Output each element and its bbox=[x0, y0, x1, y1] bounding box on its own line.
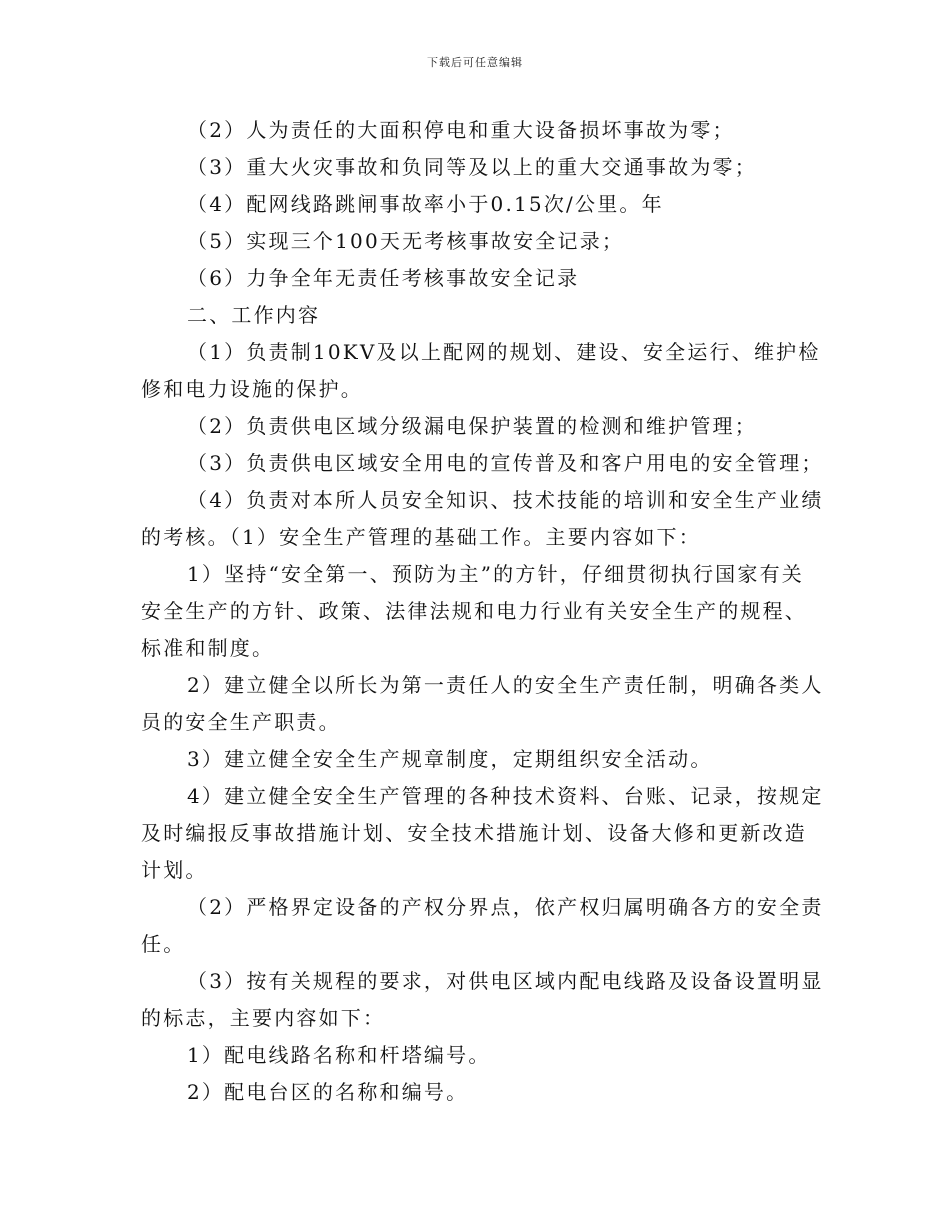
paragraph-line: （3）负责供电区域安全用电的宣传普及和客户用电的安全管理； bbox=[187, 451, 824, 475]
page-header: 下载后可任意编辑 bbox=[427, 56, 523, 69]
paragraph-line: 2）建立健全以所长为第一责任人的安全生产责任制，明确各类人 bbox=[187, 673, 824, 697]
paragraph-line: （6）力争全年无责任考核事故安全记录 bbox=[187, 266, 580, 290]
paragraph-line: 标准和制度。 bbox=[141, 636, 275, 660]
paragraph-line: 及时编报反事故措施计划、安全技术措施计划、设备大修和更新改造 bbox=[141, 821, 807, 845]
paragraph-line: （2）负责供电区域分级漏电保护装置的检测和维护管理； bbox=[187, 414, 757, 438]
paragraph-line: （5）实现三个100天无考核事故安全记录； bbox=[187, 229, 625, 253]
paragraph-line: （2）严格界定设备的产权分界点，依产权归属明确各方的安全责 bbox=[187, 895, 824, 919]
paragraph-line: （4）配网线路跳闸事故率小于0.15次/公里。年 bbox=[187, 192, 664, 216]
paragraph-line: （2）人为责任的大面积停电和重大设备损坏事故为零； bbox=[187, 118, 735, 142]
paragraph-line: 的标志，主要内容如下： bbox=[141, 1006, 386, 1030]
paragraph-line: （4）负责对本所人员安全知识、技术技能的培训和安全生产业绩 bbox=[187, 488, 824, 512]
document-body bbox=[141, 112, 824, 1111]
paragraph-line: 1）配电线路名称和杆塔编号。 bbox=[187, 1043, 491, 1067]
paragraph-line: （3）按有关规程的要求，对供电区域内配电线路及设备设置明显 bbox=[187, 969, 824, 993]
paragraph-line: （3）重大火灾事故和负同等及以上的重大交通事故为零； bbox=[187, 155, 757, 179]
paragraph-line: 安全生产的方针、政策、法律法规和电力行业有关安全生产的规程、 bbox=[141, 599, 807, 623]
paragraph-line: 2）配电台区的名称和编号。 bbox=[187, 1080, 469, 1104]
paragraph-line: 3）建立健全安全生产规章制度，定期组织安全活动。 bbox=[187, 747, 713, 771]
paragraph-line: 的考核。（1）安全生产管理的基础工作。主要内容如下： bbox=[141, 525, 701, 549]
paragraph-line: 1）坚持“安全第一、预防为主”的方针，仔细贯彻执行国家有关 bbox=[187, 562, 804, 586]
paragraph-line: 员的安全生产职责。 bbox=[141, 710, 341, 734]
paragraph-line: （1）负责制10KV及以上配网的规划、建设、安全运行、维护检 bbox=[187, 340, 821, 364]
paragraph-line: 任。 bbox=[141, 932, 186, 956]
paragraph-line: 修和电力设施的保护。 bbox=[141, 377, 363, 401]
paragraph-line: 4）建立健全安全生产管理的各种技术资料、台账、记录，按规定 bbox=[187, 784, 824, 808]
section-heading: 二、工作内容 bbox=[187, 303, 321, 327]
paragraph-line: 计划。 bbox=[141, 858, 208, 882]
